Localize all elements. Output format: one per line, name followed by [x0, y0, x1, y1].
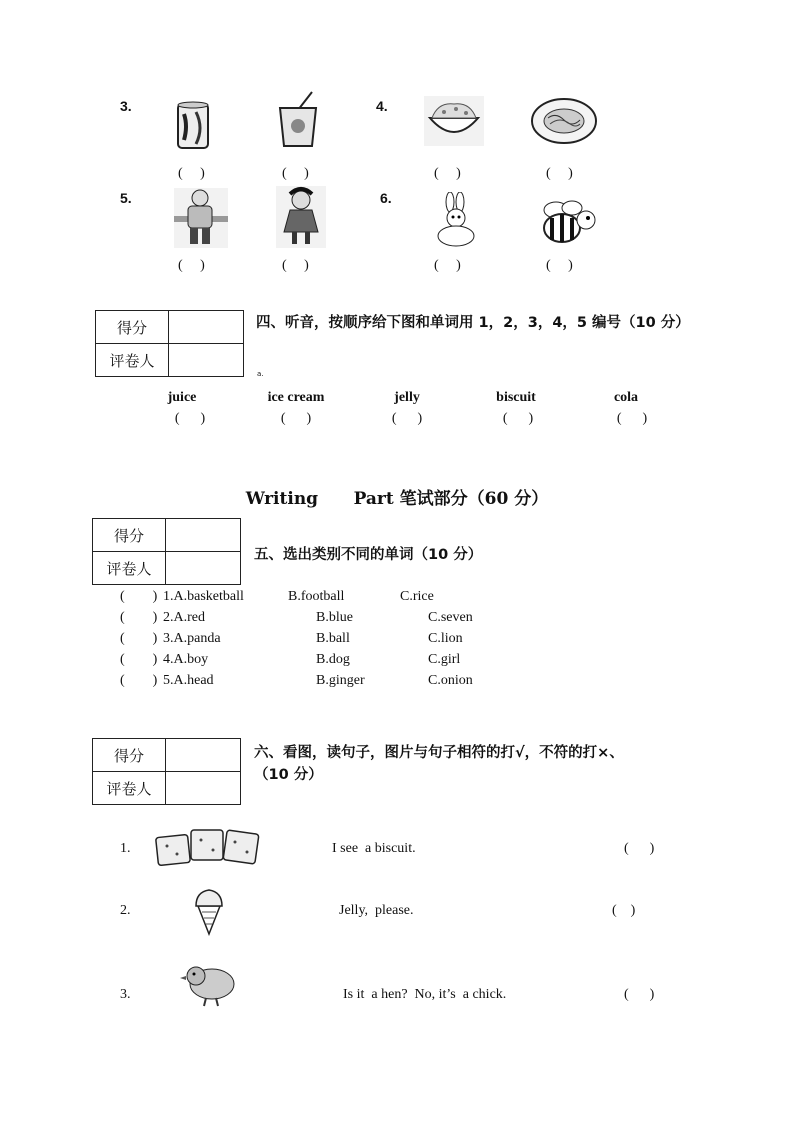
question-6-number: 6. [380, 190, 392, 206]
row-paren[interactable]: ( ) [120, 652, 158, 667]
grader-label: 评卷人 [93, 552, 166, 585]
grader-cell[interactable] [166, 552, 241, 585]
item-sentence: Jelly, please. [339, 903, 414, 918]
boy-picture [174, 188, 228, 248]
answer-paren[interactable]: ( ) [434, 258, 461, 273]
row-option-c: C.seven [428, 610, 473, 625]
word-cola: cola [613, 390, 639, 405]
word-biscuit: biscuit [496, 390, 536, 405]
word-answer-paren[interactable]: ( ) [616, 411, 648, 426]
biscuits-picture [155, 826, 263, 868]
row-option-c: C.rice [400, 589, 434, 604]
girl-picture [276, 186, 326, 248]
score-label: 得分 [93, 519, 166, 552]
question-4-number: 4. [376, 98, 388, 114]
item-sentence: Is it a hen? No, it’s a chick. [343, 987, 507, 1002]
section-5-heading: 五、选出类别不同的单词（10 分） [254, 547, 483, 563]
bee-picture [538, 198, 600, 248]
answer-paren[interactable]: ( ) [178, 166, 205, 181]
score-box [95, 310, 244, 377]
answer-paren[interactable]: ( ) [546, 166, 573, 181]
score-cell[interactable] [166, 519, 241, 552]
word-answer-paren[interactable]: ( ) [174, 411, 206, 426]
grader-label: 评卷人 [93, 772, 166, 805]
answer-paren[interactable]: ( ) [282, 166, 309, 181]
row-option-a: 2.A.red [163, 610, 205, 625]
question-5-number: 5. [120, 190, 132, 206]
section-4-heading: 四、听音，按顺序给下图和单词用 1，2，3，4，5 编号（10 分） [256, 315, 690, 331]
grader-label: 评卷人 [96, 344, 169, 377]
answer-paren[interactable]: ( ) [178, 258, 205, 273]
rice-bowl-picture [424, 96, 484, 146]
word-juice: juice [167, 390, 197, 405]
score-label: 得分 [93, 739, 166, 772]
word-answer-paren[interactable]: ( ) [502, 411, 534, 426]
row-option-a: 1.A.basketball [163, 589, 244, 604]
writing-part-title: Writing Part 笔试部分（60 分） [245, 489, 549, 509]
word-jelly: jelly [394, 390, 420, 405]
score-label: 得分 [96, 311, 169, 344]
question-3-number: 3. [120, 98, 132, 114]
cola-can-picture [176, 100, 212, 152]
word-ice-cream: ice cream [267, 390, 325, 405]
section-6-heading-line2: （10 分） [254, 767, 323, 783]
score-box [92, 738, 241, 805]
noodle-plate-picture [530, 96, 598, 146]
row-option-b: B.football [288, 589, 345, 604]
item-answer-paren[interactable]: ( ) [624, 841, 655, 856]
chick-picture [178, 962, 242, 1008]
score-cell[interactable] [169, 311, 244, 344]
row-option-b: B.ginger [316, 673, 365, 688]
row-option-a: 4.A.boy [163, 652, 209, 667]
section-6-heading-line1: 六、看图，读句子，图片与句子相符的打√，不符的打×、 [254, 745, 624, 761]
item-answer-paren[interactable]: ( ) [612, 903, 636, 918]
rabbit-picture [430, 192, 484, 248]
answer-paren[interactable]: ( ) [282, 258, 309, 273]
item-sentence: I see a biscuit. [332, 841, 416, 856]
row-paren[interactable]: ( ) [120, 589, 158, 604]
score-box [92, 518, 241, 585]
row-option-a: 3.A.panda [163, 631, 221, 646]
row-option-a: 5.A.head [163, 673, 214, 688]
score-cell[interactable] [166, 739, 241, 772]
grader-cell[interactable] [166, 772, 241, 805]
item-number: 3. [120, 987, 131, 1002]
ice-cream-picture [192, 886, 226, 936]
answer-paren[interactable]: ( ) [434, 166, 461, 181]
row-paren[interactable]: ( ) [120, 631, 158, 646]
word-answer-paren[interactable]: ( ) [391, 411, 423, 426]
juice-cup-picture [274, 90, 322, 148]
row-paren[interactable]: ( ) [120, 673, 158, 688]
grader-cell[interactable] [169, 344, 244, 377]
item-answer-paren[interactable]: ( ) [624, 987, 655, 1002]
row-option-c: C.onion [428, 673, 473, 688]
row-option-b: B.ball [316, 631, 350, 646]
row-option-c: C.girl [428, 652, 461, 667]
row-option-b: B.blue [316, 610, 353, 625]
item-number: 1. [120, 841, 131, 856]
answer-paren[interactable]: ( ) [546, 258, 573, 273]
row-paren[interactable]: ( ) [120, 610, 158, 625]
word-answer-paren[interactable]: ( ) [280, 411, 312, 426]
small-mark: a. [257, 370, 264, 378]
item-number: 2. [120, 903, 131, 918]
row-option-c: C.lion [428, 631, 463, 646]
row-option-b: B.dog [316, 652, 350, 667]
